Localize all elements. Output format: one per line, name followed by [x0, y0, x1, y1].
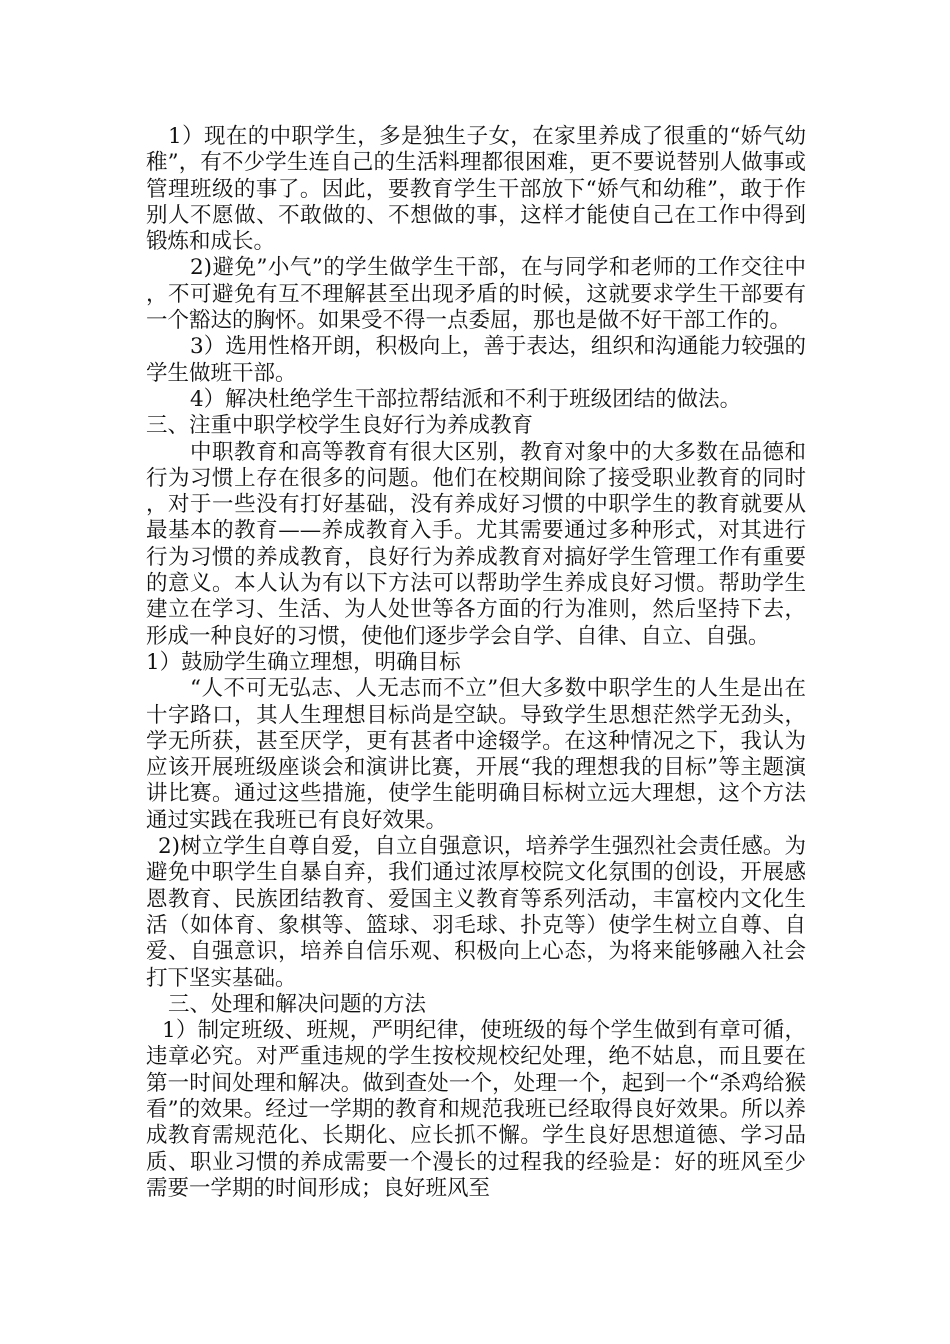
- paragraph-9: 2)树立学生自尊自爱，自立自强意识，培养学生强烈社会责任感。为避免中职学生自暴自弃，我们通过浓厚校院文化氛围的创设，开展感恩教育、民族团结教育、爱国主义教育等系列活动，丰富校内文化生活（如体育、象棋等、篮球、羽毛球、扑克等）使学生树立自尊、自爱、自强意识，培养自信乐观、积极向上心态，为将来能够融入社会打下坚实基础。: [146, 834, 806, 991]
- paragraph-2: 2)避免”小气”的学生做学生干部，在与同学和老师的工作交往中，不可避免有互不理解甚至出现矛盾的时候，这就要求学生干部要有一个豁达的胸怀。如果受不得一点委屈，那也是做不好干部工作的。: [146, 255, 806, 334]
- document-page: [146, 124, 806, 1202]
- paragraph-1: 1）现在的中职学生，多是独生子女，在家里养成了很重的“娇气幼稚”，有不少学生连自己的生活料理都很困难，更不要说替别人做事或管理班级的事了。因此，要教育学生干部放下“娇气和幼稚”，敢于作别人不愿做、不敢做的、不想做的事，这样才能使自己在工作中得到锻炼和成长。: [146, 124, 806, 255]
- paragraph-6: 中职教育和高等教育有很大区别，教育对象中的大多数在品德和行为习惯上存在很多的问题。他们在校期间除了接受职业教育的同时，对于一些没有打好基础，没有养成好习惯的中职学生的教育就要从最基本的教育——养成教育入手。尤其需要通过多种形式，对其进行行为习惯的养成教育，良好行为养成教育对搞好学生管理工作有重要的意义。本人认为有以下方法可以帮助学生养成良好习惯。帮助学生建立在学习、生活、为人处世等各方面的行为准则，然后坚持下去，形成一种良好的习惯，使他们逐步学会自学、自律、自立、自强。: [146, 439, 806, 649]
- paragraph-11: 1）制定班级、班规，严明纪律，使班级的每个学生做到有章可循，违章必究。对严重违规的学生按校规校纪处理，绝不姑息，而且要在第一时间处理和解决。做到查处一个，处理一个，起到一个“杀鸡给猴看”的效果。经过一学期的教育和规范我班已经取得良好效果。所以养成教育需规范化、长期化、应长抓不懈。学生良好思想道德、学习品质、职业习惯的养成需要一个漫长的过程我的经验是：好的班风至少需要一学期的时间形成；良好班风至: [146, 1018, 806, 1201]
- section-heading-methods: 三、处理和解决问题的方法: [168, 991, 427, 1017]
- section-heading-3: 三、注重中职学校学生良好行为养成教育: [146, 413, 534, 439]
- paragraph-3: 3）选用性格开朗，积极向上，善于表达，组织和沟通能力较强的学生做班干部。: [146, 334, 806, 386]
- paragraph-8: “人不可无弘志、人无志而不立”但大多数中职学生的人生是出在十字路口，其人生理想目标尚是空缺。导致学生思想茫然学无劲头，学无所获，甚至厌学，更有甚者中途辍学。在这种情况之下，我认为应该开展班级座谈会和演讲比赛，开展“我的理想我的目标”等主题演讲比赛。通过这些措施，使学生能明确目标树立远大理想，这个方法通过实践在我班已有良好效果。: [146, 676, 806, 833]
- paragraph-4: 4）解决杜绝学生干部拉帮结派和不利于班级团结的做法。: [190, 386, 742, 412]
- subheading-1: 1）鼓励学生确立理想，明确目标: [146, 649, 461, 675]
